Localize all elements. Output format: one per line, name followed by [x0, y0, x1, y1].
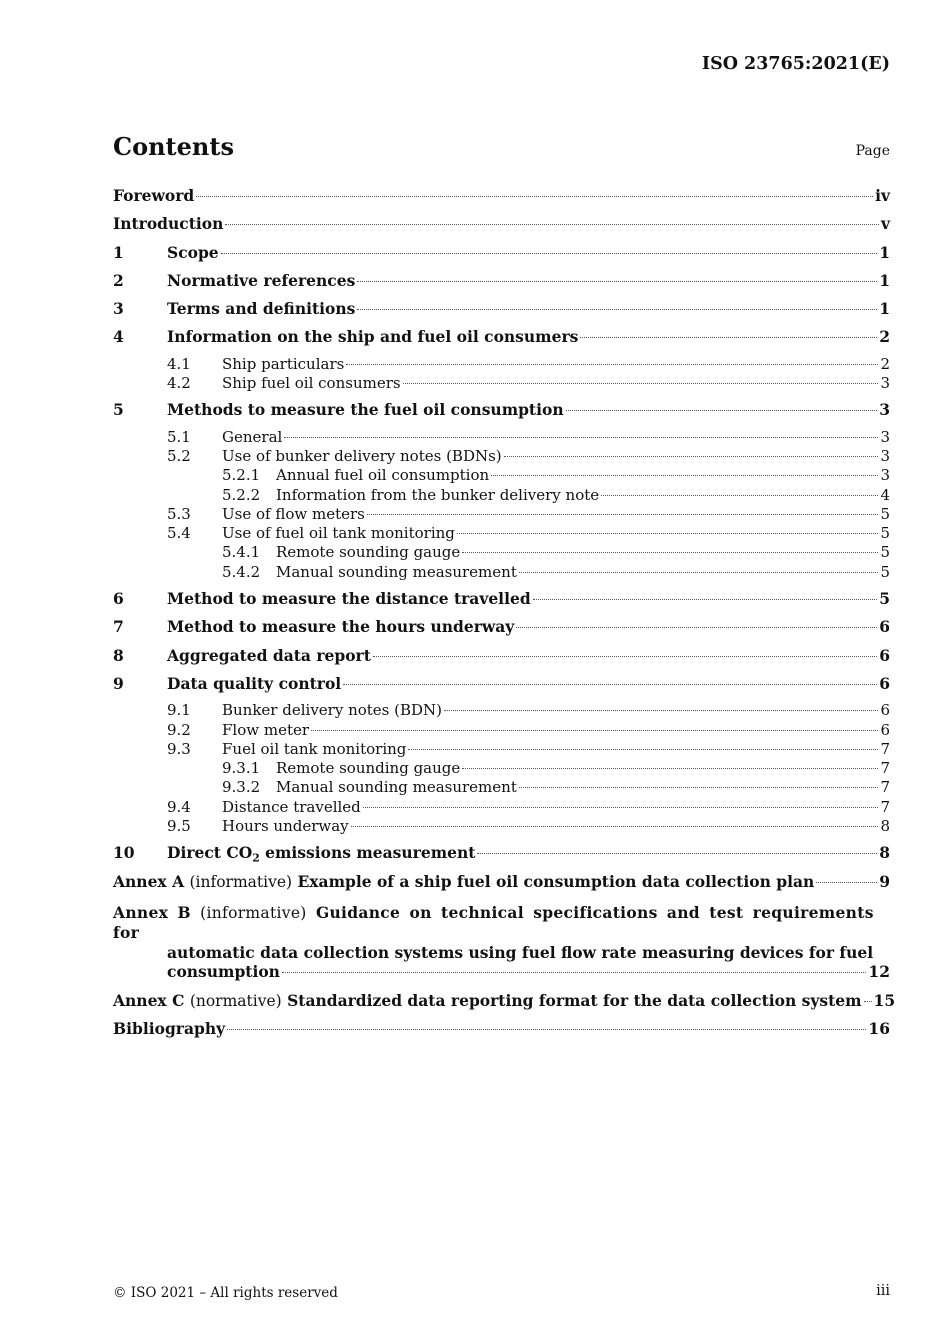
toc-entry[interactable]	[113, 759, 890, 778]
toc-entry-page: 1	[879, 299, 890, 319]
toc-entry-number: 3	[113, 299, 124, 319]
toc-entry[interactable]	[113, 588, 890, 616]
toc-entry-title: Method to measure the distance travelled	[167, 589, 531, 609]
dot-leader	[408, 749, 878, 750]
toc-entry-title: Information from the bunker delivery note	[276, 485, 600, 504]
toc-entry-title: Terms and definitions	[167, 299, 356, 319]
toc-entry-annex-c[interactable]	[113, 990, 896, 1018]
toc-entry-title: Use of flow meters	[222, 504, 365, 523]
toc-entry[interactable]	[113, 701, 890, 720]
toc-entry-number: 5.2.2	[222, 485, 261, 504]
toc-entry-annex-b[interactable]	[113, 903, 890, 982]
annex-b-line-2: automatic data collection systems using fuel flow rate measuring devices for fuel	[167, 942, 874, 962]
toc-entry[interactable]	[113, 428, 890, 447]
toc-entry[interactable]	[113, 399, 890, 427]
toc-entry-title: Foreword	[113, 186, 195, 205]
toc-entry-title: Annual fuel oil consumption	[276, 466, 490, 485]
toc-entry-number: 9.3.2	[222, 778, 261, 797]
dot-leader	[864, 1001, 872, 1002]
dot-leader	[504, 456, 879, 457]
toc-entry-title: Distance travelled	[222, 797, 361, 816]
toc-entry-number: 4	[113, 327, 124, 347]
toc-entry-number: 2	[113, 270, 124, 290]
toc-entry[interactable]	[113, 326, 890, 354]
toc-entry[interactable]	[113, 270, 890, 298]
table-of-contents	[113, 185, 896, 1047]
toc-entry-page: 3	[879, 400, 890, 420]
dot-leader	[519, 572, 879, 573]
toc-entry-title: Manual sounding measurement	[276, 778, 517, 797]
dot-leader	[221, 253, 878, 254]
toc-entry-title: Ship particulars	[222, 354, 345, 373]
toc-entry-number: 5.2	[167, 446, 191, 465]
toc-entry-section-10[interactable]	[113, 842, 890, 870]
toc-entry-title: Remote sounding gauge	[276, 543, 461, 562]
toc-entry-title: Methods to measure the fuel oil consumption	[167, 400, 564, 420]
toc-entry-annex-a[interactable]	[113, 871, 890, 899]
dot-leader	[343, 684, 877, 685]
annex-b-line-3: consumption 12	[167, 962, 890, 982]
toc-entry-title: Use of fuel oil tank monitoring	[222, 524, 455, 543]
toc-entry[interactable]	[113, 374, 890, 393]
toc-entry-page: 7	[880, 797, 890, 816]
toc-entry[interactable]	[113, 740, 890, 759]
toc-entry-number: 9.3.1	[222, 759, 261, 778]
toc-entry-title: Flow meter	[222, 720, 310, 739]
toc-entry-page: 1	[879, 242, 890, 262]
toc-entry-page: 6	[880, 701, 890, 720]
dot-leader	[580, 337, 877, 338]
toc-entry[interactable]	[113, 185, 890, 213]
toc-entry-page: 4	[880, 485, 890, 504]
toc-entry-page: v	[880, 214, 890, 234]
toc-entry-title: Scope	[167, 242, 219, 262]
dot-leader	[816, 882, 877, 883]
toc-entry-number: 5.4	[167, 524, 191, 543]
dot-leader	[462, 552, 878, 553]
toc-entry[interactable]	[113, 721, 890, 740]
dot-leader	[444, 710, 878, 711]
page-column-label: Page	[855, 143, 890, 159]
toc-entry[interactable]	[113, 466, 890, 485]
toc-entry-title: Annex A (informative) Example of a ship fuel oil consumption data collection plan	[113, 871, 815, 891]
toc-entry[interactable]	[113, 298, 890, 326]
dot-leader	[533, 599, 878, 600]
toc-entry-number: 6	[113, 589, 124, 609]
toc-entry-title: Normative references	[167, 270, 356, 290]
dot-leader	[196, 196, 873, 197]
toc-entry-title: Method to measure the hours underway	[167, 617, 515, 637]
toc-entry-page: 1	[879, 270, 890, 290]
page-title: Contents	[113, 132, 234, 161]
toc-entry-title: Bunker delivery notes (BDN)	[222, 701, 443, 720]
dot-leader	[491, 475, 878, 476]
toc-entry[interactable]	[113, 524, 890, 543]
toc-entry-page: 2	[880, 354, 890, 373]
toc-entry[interactable]	[113, 798, 890, 817]
document-ref: ISO 23765:2021(E)	[701, 54, 890, 74]
toc-entry-title: Introduction	[113, 214, 224, 234]
footer-copyright: © ISO 2021 – All rights reserved	[113, 1285, 338, 1301]
toc-entry-title: Manual sounding measurement	[276, 562, 517, 581]
toc-entry-title: General	[222, 427, 283, 446]
toc-entry-page: 16	[868, 1019, 890, 1039]
toc-entry-title: Data quality control	[167, 673, 342, 693]
toc-entry-number: 10	[113, 843, 135, 863]
toc-entry-title: Information on the ship and fuel oil consumers	[167, 327, 579, 347]
toc-entry-page: 15	[873, 990, 896, 1010]
toc-entry-number: 5.3	[167, 504, 191, 523]
toc-entry-title: Ship fuel oil consumers	[222, 374, 401, 393]
dot-leader	[373, 656, 877, 657]
dot-leader	[477, 853, 877, 854]
dot-leader	[346, 364, 878, 365]
toc-entry[interactable]	[113, 817, 890, 836]
toc-entry-number: 9.5	[167, 817, 191, 836]
toc-entry-number: 1	[113, 242, 124, 262]
toc-entry-title: Aggregated data report	[167, 645, 371, 665]
toc-entry[interactable]	[113, 673, 890, 701]
footer-page-number: iii	[876, 1283, 890, 1299]
dot-leader	[357, 281, 877, 282]
toc-entry-page: 6	[880, 720, 890, 739]
toc-entry-number: 9.3	[167, 739, 191, 758]
toc-entry-title: Hours underway	[222, 817, 349, 836]
toc-entry-number: 9	[113, 673, 124, 693]
toc-entry-number: 8	[113, 645, 124, 665]
toc-entry-number: 4.1	[167, 354, 191, 373]
toc-entry-page: 3	[880, 427, 890, 446]
dot-leader	[351, 826, 879, 827]
toc-entry-number: 5.1	[167, 427, 191, 446]
toc-entry-page: 3	[880, 446, 890, 465]
toc-entry-number: 9.4	[167, 797, 191, 816]
dot-leader	[363, 807, 879, 808]
toc-entry-page: 5	[880, 524, 890, 543]
dot-leader	[457, 533, 879, 534]
toc-entry-number: 9.1	[167, 701, 191, 720]
toc-entry-page: 5	[880, 543, 890, 562]
toc-entry-page: iv	[875, 186, 890, 205]
toc-entry-page: 6	[879, 617, 890, 637]
dot-leader	[367, 514, 879, 515]
toc-entry-title: Remote sounding gauge	[276, 759, 461, 778]
toc-entry-number: 5.2.1	[222, 466, 261, 485]
toc-entry-page: 5	[879, 589, 890, 609]
dot-leader	[284, 437, 878, 438]
dot-leader	[403, 383, 879, 384]
toc-entry-title: Use of bunker delivery notes (BDNs)	[222, 446, 502, 465]
toc-entry[interactable]	[113, 645, 890, 673]
dot-leader	[462, 768, 878, 769]
toc-entry[interactable]	[113, 242, 890, 270]
dot-leader	[566, 410, 878, 411]
dot-leader	[311, 730, 878, 731]
toc-entry-page: 6	[879, 673, 890, 693]
toc-entry-page: 3	[880, 374, 890, 393]
toc-entry-page: 7	[880, 759, 890, 778]
toc-entry-number: 7	[113, 617, 124, 637]
toc-entry[interactable]	[113, 616, 890, 644]
toc-entry[interactable]	[113, 563, 890, 582]
toc-entry[interactable]	[113, 213, 890, 241]
toc-entry-title: Fuel oil tank monitoring	[222, 739, 407, 758]
toc-entry-page: 8	[880, 817, 890, 836]
toc-entry-title: Bibliography	[113, 1019, 226, 1039]
toc-entry-page: 2	[879, 327, 890, 347]
dot-leader	[225, 224, 879, 225]
toc-entry-page: 6	[879, 645, 890, 665]
toc-entry-page: 7	[880, 778, 890, 797]
toc-entry[interactable]	[113, 486, 890, 505]
dot-leader	[519, 787, 879, 788]
toc-entry-number: 5.4.2	[222, 562, 261, 581]
dot-leader	[282, 972, 866, 973]
toc-entry-page: 8	[879, 843, 890, 863]
toc-entry-page: 7	[880, 739, 890, 758]
dot-leader	[227, 1029, 866, 1030]
dot-leader	[516, 627, 877, 628]
toc-entries	[113, 185, 890, 836]
toc-entry-bibliography[interactable]	[113, 1018, 890, 1046]
toc-entry-number: 9.2	[167, 720, 191, 739]
dot-leader	[601, 495, 878, 496]
toc-entry-page: 5	[880, 504, 890, 523]
toc-entry-number: 5	[113, 400, 124, 420]
toc-entry-title: Annex C (normative) Standardized data reporting format for the data collection system	[113, 990, 862, 1010]
toc-entry[interactable]	[113, 543, 890, 562]
toc-entry-page: 9	[879, 871, 890, 891]
toc-entry-number: 4.2	[167, 374, 191, 393]
toc-entry[interactable]	[113, 355, 890, 374]
toc-entry-page: 3	[880, 466, 890, 485]
annex-b-line-1: Annex B (informative) Guidance on technical specifications and test requirements for	[113, 902, 874, 943]
toc-entry[interactable]	[113, 778, 890, 797]
toc-entry[interactable]	[113, 447, 890, 466]
toc-entry-title: Direct $CO_2$ emissions measurement	[167, 843, 476, 865]
toc-entry-page: 5	[880, 562, 890, 581]
toc-entry-number: 5.4.1	[222, 543, 261, 562]
toc-entry-page: 12	[868, 962, 890, 982]
toc-entry[interactable]	[113, 505, 890, 524]
dot-leader	[357, 309, 877, 310]
